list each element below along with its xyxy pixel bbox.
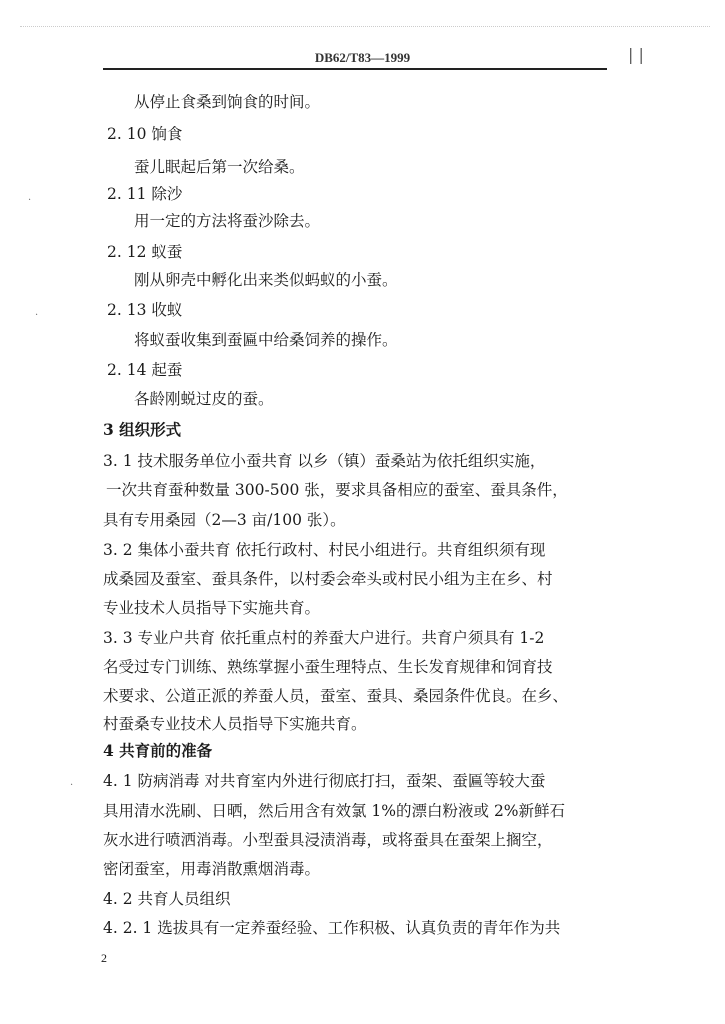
paragraph-line: 具有专用桑园（2—3 亩/100 张）。 bbox=[103, 511, 346, 529]
paragraph-line: 4. 2. 1 选拔具有一定养蚕经验、工作积极、认真负责的青年作为共 bbox=[103, 919, 561, 937]
margin-marks: | | bbox=[628, 45, 644, 64]
term-heading: 2. 14 起蚕 bbox=[107, 361, 183, 379]
paragraph-line: 灰水进行喷洒消毒。小型蚕具浸渍消毒，或将蚕具在蚕架上搁空， bbox=[103, 831, 553, 849]
paragraph-line: 村蚕桑专业技术人员指导下实施共育。 bbox=[103, 715, 367, 733]
paragraph-line: 3. 3 专业户共育 依托重点村的养蚕大户进行。共育户须具有 1-2 bbox=[103, 629, 545, 647]
scan-speck: · bbox=[28, 195, 32, 206]
definition-text: 用一定的方法将蚕沙除去。 bbox=[134, 212, 321, 230]
paragraph-line: 3. 1 技术服务单位小蚕共育 以乡（镇）蚕桑站为依托组织实施， bbox=[103, 452, 546, 470]
standard-code: DB62/T83—1999 bbox=[314, 50, 411, 65]
paragraph-line: 密闭蚕室，用毒消散熏烟消毒。 bbox=[103, 860, 321, 878]
section-heading: 3 组织形式 bbox=[103, 420, 182, 439]
definition-text: 将蚁蚕收集到蚕匾中给桑饲养的操作。 bbox=[134, 331, 398, 349]
paragraph-line: 一次共育蚕种数量 300-500 张，要求具备相应的蚕室、蚕具条件， bbox=[106, 481, 568, 499]
paragraph-line: 3. 2 集体小蚕共育 依托行政村、村民小组进行。共育组织须有现 bbox=[103, 541, 546, 559]
term-heading: 2. 10 饷食 bbox=[107, 125, 183, 143]
page-number: 2 bbox=[101, 951, 107, 965]
definition-text: 从停止食桑到饷食的时间。 bbox=[134, 93, 321, 111]
paragraph-line: 名受过专门训练、熟练掌握小蚕生理特点、生长发育规律和饲育技 bbox=[103, 658, 553, 676]
term-heading: 2. 13 收蚁 bbox=[107, 301, 183, 319]
scan-speck: · bbox=[70, 780, 74, 791]
definition-text: 蚕儿眠起后第一次给桑。 bbox=[134, 158, 305, 176]
scan-dotted-edge bbox=[20, 26, 710, 27]
header-rule bbox=[103, 68, 607, 70]
paragraph-line: 术要求、公道正派的养蚕人员，蚕室、蚕具、桑园条件优良。在乡、 bbox=[103, 687, 569, 705]
paragraph-line: 成桑园及蚕室、蚕具条件，以村委会牵头或村民小组为主在乡、村 bbox=[103, 570, 553, 588]
scan-speck: · bbox=[35, 310, 39, 321]
paragraph-line: 4. 1 防病消毒 对共育室内外进行彻底打扫，蚕架、蚕匾等较大蚕 bbox=[103, 772, 546, 790]
paragraph-line: 具用清水洗刷、日晒，然后用含有效氯 1%的漂白粉液或 2%新鲜石 bbox=[103, 802, 566, 820]
paragraph-line: 专业技术人员指导下实施共育。 bbox=[103, 599, 321, 617]
definition-text: 刚从卵壳中孵化出来类似蚂蚁的小蚕。 bbox=[134, 271, 398, 289]
term-heading: 2. 11 除沙 bbox=[107, 185, 183, 203]
section-heading: 4 共育前的准备 bbox=[103, 741, 213, 760]
definition-text: 各龄刚蜕过皮的蚕。 bbox=[134, 390, 274, 408]
subsection-heading: 4. 2 共育人员组织 bbox=[103, 890, 231, 908]
term-heading: 2. 12 蚁蚕 bbox=[107, 243, 183, 261]
